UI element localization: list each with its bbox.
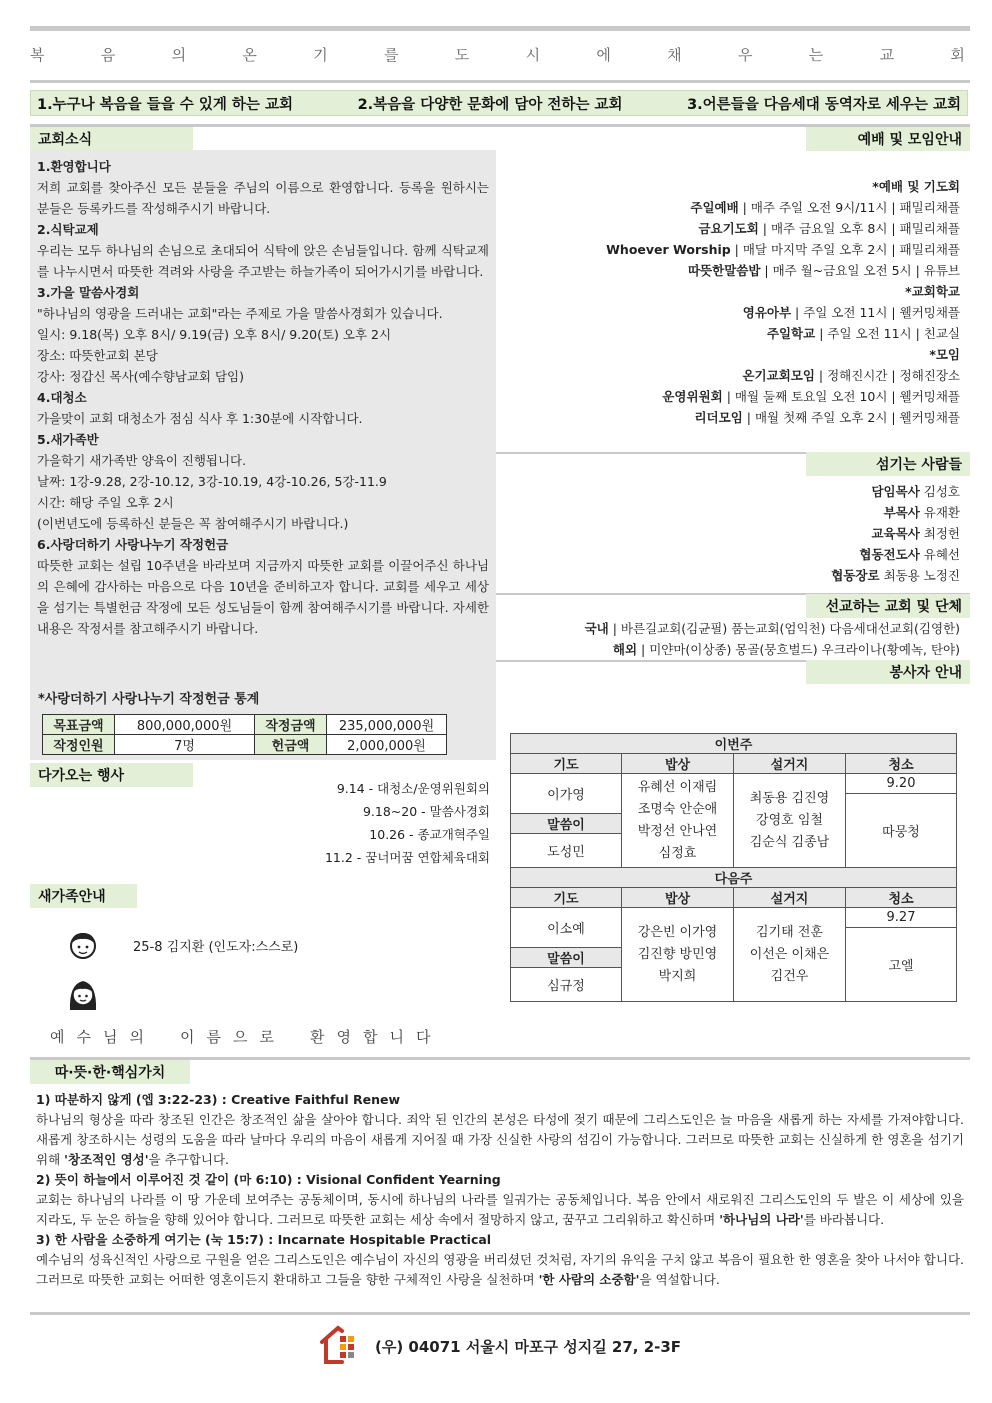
this-dish: [734, 774, 846, 868]
servant-val: 유혜선: [919, 547, 960, 562]
church-logo-icon: [318, 1322, 362, 1366]
events-list: [290, 777, 490, 869]
next-col-dish: 설거지: [734, 888, 846, 908]
next-week-label: 다음주: [511, 868, 957, 888]
vision-1: 1.누구나 복음을 들을 수 있게 하는 교회: [37, 96, 293, 113]
worship-list: [606, 176, 960, 428]
core-text-pre: 하나님의 형상을 따라 창조된 인간은 창조적인 삶을 살아야 합니다. 죄악 된 인간의 본성은 타성에 젖기 때문에 그리스도인은 늘 마음을 새롭게 하는 자세를 가져야합니다. 새롭게 창조하시는 성령의 도움을 따라 날마다 우리의 마음이 새롭게 지어질 때 가장 신실한 사랑의 섬김이 가능합니다. 그러므로 따뜻한 교회는 신실하게 한 영혼을 섬기기 위해: [36, 1112, 964, 1167]
worship-row: [606, 407, 960, 428]
next-clean-date: 9.27: [846, 908, 957, 928]
worship-val: | 매주 금요일 오후 8시 | 패밀리채플: [758, 221, 960, 236]
motto-char: 는: [808, 46, 824, 64]
volunteer-name: 박지희: [658, 968, 697, 984]
newcomer-item: 25-8 김지환 (인도자:스스로): [133, 940, 299, 955]
core-emphasis: '한 사람의 소중함': [538, 1272, 640, 1287]
motto-char: 에: [596, 46, 611, 64]
event-item: 9.14 - 대청소/운영위원회의: [336, 781, 490, 796]
news-line: (이번년도에 등록하신 분들은 꼭 참여해주시기 바랍니다.): [37, 516, 349, 531]
next-word-label: 말씀이: [511, 948, 622, 968]
newcomers-title: 새가족안내: [30, 884, 137, 908]
welcome-char: 님: [103, 1028, 118, 1046]
mission-row: [585, 618, 960, 639]
servant-row: [831, 544, 960, 565]
boy-icon: [66, 928, 100, 962]
servant-row: [831, 481, 960, 502]
paid-label: 헌금액: [255, 735, 327, 755]
worship-row: [606, 281, 960, 302]
motto-char: 시: [525, 46, 541, 64]
motto-char: 음: [100, 46, 116, 64]
worship-val: | 매주 주일 오전 9시/11시 | 패밀리채플: [738, 200, 960, 215]
worship-key: 운영위원회: [662, 389, 723, 404]
core-text: [36, 1190, 964, 1230]
worship-key: 영유아부: [742, 305, 792, 320]
this-word-label: 말씀이: [511, 814, 622, 834]
event-item: 9.18~20 - 말씀사경회: [362, 804, 490, 819]
welcome-char: 름: [206, 1028, 221, 1046]
news-line: 따뜻한 교회는 설립 10주년을 바라보며 지금까지 따뜻한 교회를 이끌어주신 하나님의 은혜에 감사하는 마음으로 다음 10년을 준비하고자 합니다. 교회를 세우고 세상을 섬기는 특별헌금 작정에 모든 성도님들이 함께 참여해주시기를 바랍니다. 자세한 내용은 작정서를 참고해주시기 바랍니다.: [37, 558, 489, 636]
worship-row: [606, 260, 960, 281]
welcome-char: 로: [259, 1028, 274, 1046]
welcome-char: 예: [50, 1028, 65, 1046]
col-dish: 설거지: [734, 754, 846, 774]
motto-char: 의: [171, 46, 187, 64]
motto-rule: [30, 80, 970, 83]
paid-value: 2,000,000원: [327, 735, 447, 755]
news-heading: 3.가을 말씀사경회: [37, 285, 140, 300]
motto-char: 기: [313, 46, 328, 64]
worship-key: *모임: [929, 347, 960, 362]
motto-char: 도: [454, 46, 470, 64]
welcome-char: 다: [416, 1028, 431, 1046]
servant-key: 교육목사: [871, 526, 920, 541]
worship-row: [606, 386, 960, 407]
volunteer-name: 김건우: [770, 968, 809, 984]
worship-key: 금요기도회: [698, 221, 759, 236]
news-line: 가을학기 새가족반 양육이 진행됩니다.: [37, 453, 247, 468]
welcome-char: 의: [129, 1028, 144, 1046]
girl-icon: [66, 976, 100, 1014]
stats-table: [42, 714, 447, 755]
news-line: 장소: 따뜻한교회 본당: [37, 348, 158, 363]
servant-key: 협동장로: [831, 568, 880, 583]
core-text-pre: 교회는 하나님의 나라를 이 땅 가운데 보여주는 공동체이며, 동시에 하나님의 나라를 일궈가는 공동체입니다. 복음 안에서 새로워진 그리스도인의 두 발은 이 세상에 있을 지라도, 두 눈은 하늘을 향해 있어야 합니다. 그러므로 따뜻한 교회는 세상 속에서 절망하지 않고, 꿈꾸고 그리워하고 확신하며: [36, 1192, 964, 1227]
volunteer-name: 최동용 김진영: [749, 790, 830, 806]
servant-key: 협동전도사: [859, 547, 920, 562]
servant-key: 부목사: [883, 505, 920, 520]
volunteer-name: 이선은 이채은: [749, 946, 830, 962]
col-prayer: 기도: [511, 754, 622, 774]
worship-key: Whoever Worship: [606, 242, 731, 257]
volunteer-name: 김기태 전훈: [756, 924, 823, 940]
mission-title: 선교하는 교회 및 단체: [806, 594, 970, 618]
worship-key: *예배 및 기도회: [872, 179, 960, 194]
this-clean: 따뭉청: [846, 794, 957, 868]
this-week-table: [510, 733, 957, 1002]
next-clean: 고엘: [846, 928, 957, 1002]
worship-title: 예배 및 모임안내: [806, 127, 970, 151]
servant-val: 최동용 노정진: [879, 568, 960, 583]
news-heading: 4.대청소: [37, 390, 87, 405]
news-line: 우리는 모두 하나님의 손님으로 초대되어 식탁에 앉은 손님들입니다. 함께 식탁교제를 나누시면서 따뜻한 격려와 사랑을 주고받는 하늘가족이 되어가시기를 바랍니다.: [37, 243, 489, 279]
news-heading: 5.새가족반: [37, 432, 99, 447]
worship-val: | 매월 첫째 주일 오후 2시 | 웰커밍채플: [742, 410, 960, 425]
worship-key: 주일학교: [766, 326, 816, 341]
goal-label: 목표금액: [43, 715, 115, 735]
core-text-post: 를 바라봅니다.: [803, 1212, 885, 1227]
core-text-pre: 예수님의 성육신적인 사랑으로 구원을 얻은 그리스도인은 예수님이 자신의 영광을 버리셨던 것처럼, 자기의 유익을 구치 않고 복음이 필요한 한 영혼을 찾아 나서야 합니다. 그러므로 따뜻한 교회는 어떠한 영혼이든지 환대하고 그들을 향한 구체적인 사랑을 실천하며: [36, 1252, 964, 1287]
next-col-meal: 밥상: [622, 888, 734, 908]
news-heading: 1.환영합니다: [37, 159, 111, 174]
this-week-label: 이번주: [511, 734, 957, 754]
servant-val: 유재환: [919, 505, 960, 520]
welcome-char: 이: [180, 1028, 195, 1046]
worship-val: | 주일 오전 11시 | 친교실: [815, 326, 960, 341]
worship-val: | 주일 오전 11시 | 웰커밍채플: [791, 305, 960, 320]
news-line: 날짜: 1강-9.28, 2강-10.12, 3강-10.19, 4강-10.26, 5강-11.9: [37, 474, 387, 489]
news-list: [37, 156, 489, 639]
motto-char: 를: [383, 46, 399, 64]
church-address: (우) 04071 서울시 마포구 성지길 27, 2-3F: [375, 1338, 682, 1356]
servant-row: [831, 523, 960, 544]
servants-title: 섬기는 사람들: [806, 452, 970, 476]
worship-val: | 매달 마지막 주일 오후 2시 | 패밀리채플: [730, 242, 960, 257]
church-motto: [30, 44, 965, 65]
news-title: 교회소식: [30, 127, 193, 151]
bottom-rule: [30, 1312, 970, 1315]
servant-row: [831, 565, 960, 586]
next-meal: [622, 908, 734, 1002]
this-word: 도성민: [511, 834, 622, 868]
motto-char: 복: [30, 46, 45, 64]
vision-3: 3.어른들을 다음세대 동역자로 세우는 교회: [687, 96, 961, 113]
core-text-post: 을 추구합니다.: [148, 1152, 229, 1167]
vision-bar: [30, 90, 968, 116]
worship-key: *교회학교: [905, 284, 960, 299]
next-col-clean: 청소: [846, 888, 957, 908]
mission-list: [585, 618, 960, 660]
goal-value: 800,000,000원: [115, 715, 255, 735]
core-heading: 3) 한 사람을 소중하게 여기는 (눅 15:7) : Incarnate Hospitable Practical: [36, 1232, 492, 1247]
news-line: 강사: 정갑신 목사(예수향남교회 담임): [37, 369, 245, 384]
event-item: 11.2 - 꿈너머꿈 연합체육대회: [324, 850, 490, 865]
worship-row: [606, 239, 960, 260]
news-line: 시간: 해당 주일 오후 2시: [37, 495, 174, 510]
volunteer-name: 김순식 김종남: [749, 834, 830, 850]
worship-row: [606, 365, 960, 386]
motto-char: 온: [242, 46, 257, 64]
worship-row: [606, 323, 960, 344]
worship-val: | 매주 월~금요일 오전 5시 | 유튜브: [760, 263, 960, 278]
events-title: 다가오는 행사: [30, 763, 193, 787]
col-clean: 청소: [846, 754, 957, 774]
volunteer-name: 김진향 방민영: [637, 946, 718, 962]
worship-key: 리더모임: [694, 410, 743, 425]
news-heading: 2.식탁교제: [37, 222, 99, 237]
event-item: 10.26 - 종교개혁주일: [369, 827, 490, 842]
worship-val: | 정해진시간 | 정해진장소: [814, 368, 960, 383]
worship-row: [606, 344, 960, 365]
core-text: [36, 1250, 964, 1290]
core-emphasis: '하나님의 나라': [719, 1212, 804, 1227]
welcome-char: 수: [76, 1028, 91, 1046]
vision-2: 2.복음을 다양한 문화에 담아 전하는 교회: [357, 96, 623, 113]
worship-key: 따뜻한말씀밥: [687, 263, 761, 278]
welcome-char: 합: [363, 1028, 378, 1046]
this-prayer: 이가영: [511, 774, 622, 814]
this-meal: [622, 774, 734, 868]
pledge-label: 작정금액: [255, 715, 327, 735]
volunteer-name: 박정선 안나연: [637, 823, 718, 839]
core-heading: 1) 따분하지 않게 (엡 3:22-23) : Creative Faithful Renew: [36, 1092, 401, 1107]
welcome-char: 영: [336, 1028, 351, 1046]
news-line: 가을맞이 교회 대청소가 점심 식사 후 1:30분에 시작합니다.: [37, 411, 363, 426]
core-heading: 2) 뜻이 하늘에서 이루어진 것 같이 (마 6:10) : Visional Confident Yearning: [36, 1172, 501, 1187]
worship-row: [606, 176, 960, 197]
core-title: 따·뜻·한·핵심가치: [30, 1060, 190, 1084]
servant-key: 담임목사: [871, 484, 920, 499]
servants-list: [831, 481, 960, 586]
motto-char: 우: [737, 46, 753, 64]
news-line: 저희 교회를 찾아주신 모든 분들을 주님의 이름으로 환영합니다. 등록을 원하시는 분들은 등록카드를 작성해주시기 바랍니다.: [37, 180, 489, 216]
welcome-char: 환: [310, 1028, 325, 1046]
core-text: [36, 1110, 964, 1170]
welcome-text: [50, 1026, 475, 1047]
servant-val: 김성호: [919, 484, 960, 499]
worship-row: [606, 302, 960, 323]
worship-row: [606, 218, 960, 239]
core-emphasis: '창조적인 영성': [64, 1152, 149, 1167]
mission-val: | 미얀마(이상종) 몽골(뭉흐벌드) 우크라이나(황예녹, 탄야): [637, 642, 960, 657]
this-clean-date: 9.20: [846, 774, 957, 794]
motto-char: 교: [879, 46, 895, 64]
news-line: 일시: 9.18(목) 오후 8시/ 9.19(금) 오후 8시/ 9.20(토) 오후 2시: [37, 327, 392, 342]
servant-val: 최정헌: [919, 526, 960, 541]
welcome-char: 니: [389, 1028, 404, 1046]
mission-key: 국내: [584, 621, 609, 636]
servant-row: [831, 502, 960, 523]
col-meal: 밥상: [622, 754, 734, 774]
pledge-value: 235,000,000원: [327, 715, 447, 735]
volunteer-name: 강은빈 이가영: [637, 924, 718, 940]
worship-key: 온기교회모임: [742, 368, 815, 383]
volunteer-name: 심정효: [658, 845, 697, 861]
next-col-prayer: 기도: [511, 888, 622, 908]
next-word: 심규정: [511, 968, 622, 1002]
worship-val: | 매월 둘째 토요일 오전 10시 | 웰커밍채플: [722, 389, 960, 404]
people-label: 작정인원: [43, 735, 115, 755]
top-rule: [30, 26, 970, 31]
people-value: 7명: [115, 735, 255, 755]
next-dish: [734, 908, 846, 1002]
volunteer-name: 조명숙 안순애: [637, 801, 718, 817]
stats-title: *사랑더하기 사랑나누기 작정헌금 통계: [38, 692, 260, 707]
mission-key: 해외: [612, 642, 638, 657]
volunteer-name: 유혜선 이재림: [637, 779, 718, 795]
worship-row: [606, 197, 960, 218]
news-line: "하나님의 영광을 드러내는 교회"라는 주제로 가을 말씀사경회가 있습니다.: [37, 306, 443, 321]
next-prayer: 이소예: [511, 908, 622, 948]
news-heading: 6.사랑더하기 사랑나누기 작정헌금: [37, 537, 229, 552]
motto-char: 채: [667, 46, 682, 64]
mission-val: | 바른길교회(김균필) 품는교회(엄익천) 다음세대선교회(김영한): [608, 621, 960, 636]
core-values: [36, 1090, 964, 1290]
welcome-char: 으: [233, 1028, 248, 1046]
volunteer-name: 강영호 임철: [756, 812, 823, 828]
core-text-post: 을 역설합니다.: [639, 1272, 720, 1287]
mission-row: [585, 639, 960, 660]
motto-char: 회: [950, 46, 965, 64]
volunteers-title: 봉사자 안내: [806, 660, 970, 684]
worship-key: 주일예배: [690, 200, 739, 215]
